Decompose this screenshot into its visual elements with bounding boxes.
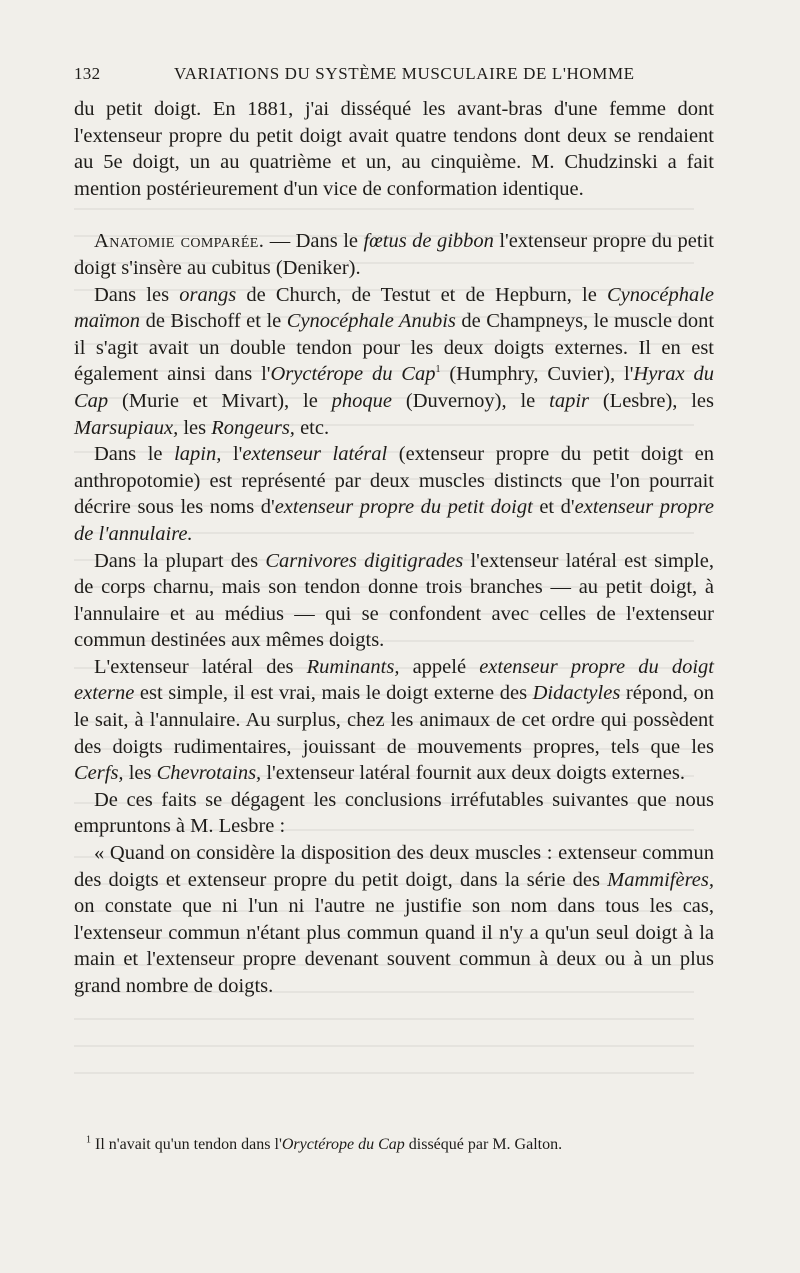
footnote-ref: 1 [435,364,441,376]
body-text [74,96,714,1000]
paragraph-4: Dans le lapin, l'extenseur latéral (extenseur propre du petit doigt en anthropotomie) est représenté par deux muscles distincts que l'on pourrait décrire sous les noms d'extenseur propre du petit doigt et d'extenseur propre de l'annulaire. [74,443,715,545]
running-title: VARIATIONS DU SYSTÈME MUSCULAIRE DE L'HOMME [174,64,635,83]
footnote-marker: 1 [86,1134,91,1146]
paragraph-6: L'extenseur latéral des Ruminants, appelé extenseur propre du doigt externe est simple, il est vrai, mais le doigt externe des Didactyles répond, on le sait, à l'annulaire. Au surplus, chez les animaux de cet ordre qui possèdent des doigts rudimentaires, jouissant de mouvements propres, tels que les Cerfs, les Chevrotains, l'extenseur latéral fournit aux deux doigts externes. [74,655,714,785]
page-number: 132 [74,64,101,83]
paragraph-5: Dans la plupart des Carnivores digitigrades l'extenseur latéral est simple, de corps charnu, mais son tendon donne trois branches — au petit doigt, à l'annulaire et au médius — qui se confondent avec celles de l'extenseur commun destinées aux mêmes doigts. [74,549,714,652]
paragraph-7: De ces faits se dégagent les conclusions irréfutables suivantes que nous empruntons à M. Lesbre : [74,788,714,838]
running-header [74,64,720,90]
paragraph-1: du petit doigt. En 1881, j'ai disséqué les avant-bras d'une femme dont l'extenseur propre du petit doigt avait quatre tendons dont deux se rendaient au 5e doigt, un au quatrième et un, au cinquième. M. Chudzinski a fait mention postérieurement d'un vice de conformation identique. [74,98,714,200]
paragraph-comparative-anatomy: Anatomie comparée. — Dans le fœtus de gibbon l'extenseur propre du petit doigt s'insère au cubitus (Deniker). [74,230,714,279]
paragraph-3: Dans les orangs de Church, de Testut et de Hepburn, le Cynocéphale maïmon de Bischoff et le Cynocéphale Anubis de Champneys, le muscle dont il s'agit avait un double tendon pour les deux doigts externes. Il en est également ainsi dans l'Oryctérope du Cap$^1$ (Humphry, Cuvier), l'Hyrax du Cap (Murie et Mivart), le phoque (Duvernoy), le tapir (Lesbre), les Marsupiaux, les Rongeurs, etc. [74,283,715,439]
footnote: $^1$ Il n'avait qu'un tendon dans l'Oryctérope du Cap disséqué par M. Galton. [86,1134,563,1153]
section-heading: Anatomie comparée. [94,230,265,253]
paragraph-quote: « Quand on considère la disposition des deux muscles : extenseur commun des doigts et extenseur propre du petit doigt, dans la série des Mammifères, on constate que ni l'un ni l'autre ne justifie son nom dans tous les cas, l'extenseur commun n'étant plus commun quand il n'y a qu'un seul doigt à la main et l'extenseur propre devenant souvent commun à deux ou à un plus grand nombre de doigts. [74,842,714,997]
